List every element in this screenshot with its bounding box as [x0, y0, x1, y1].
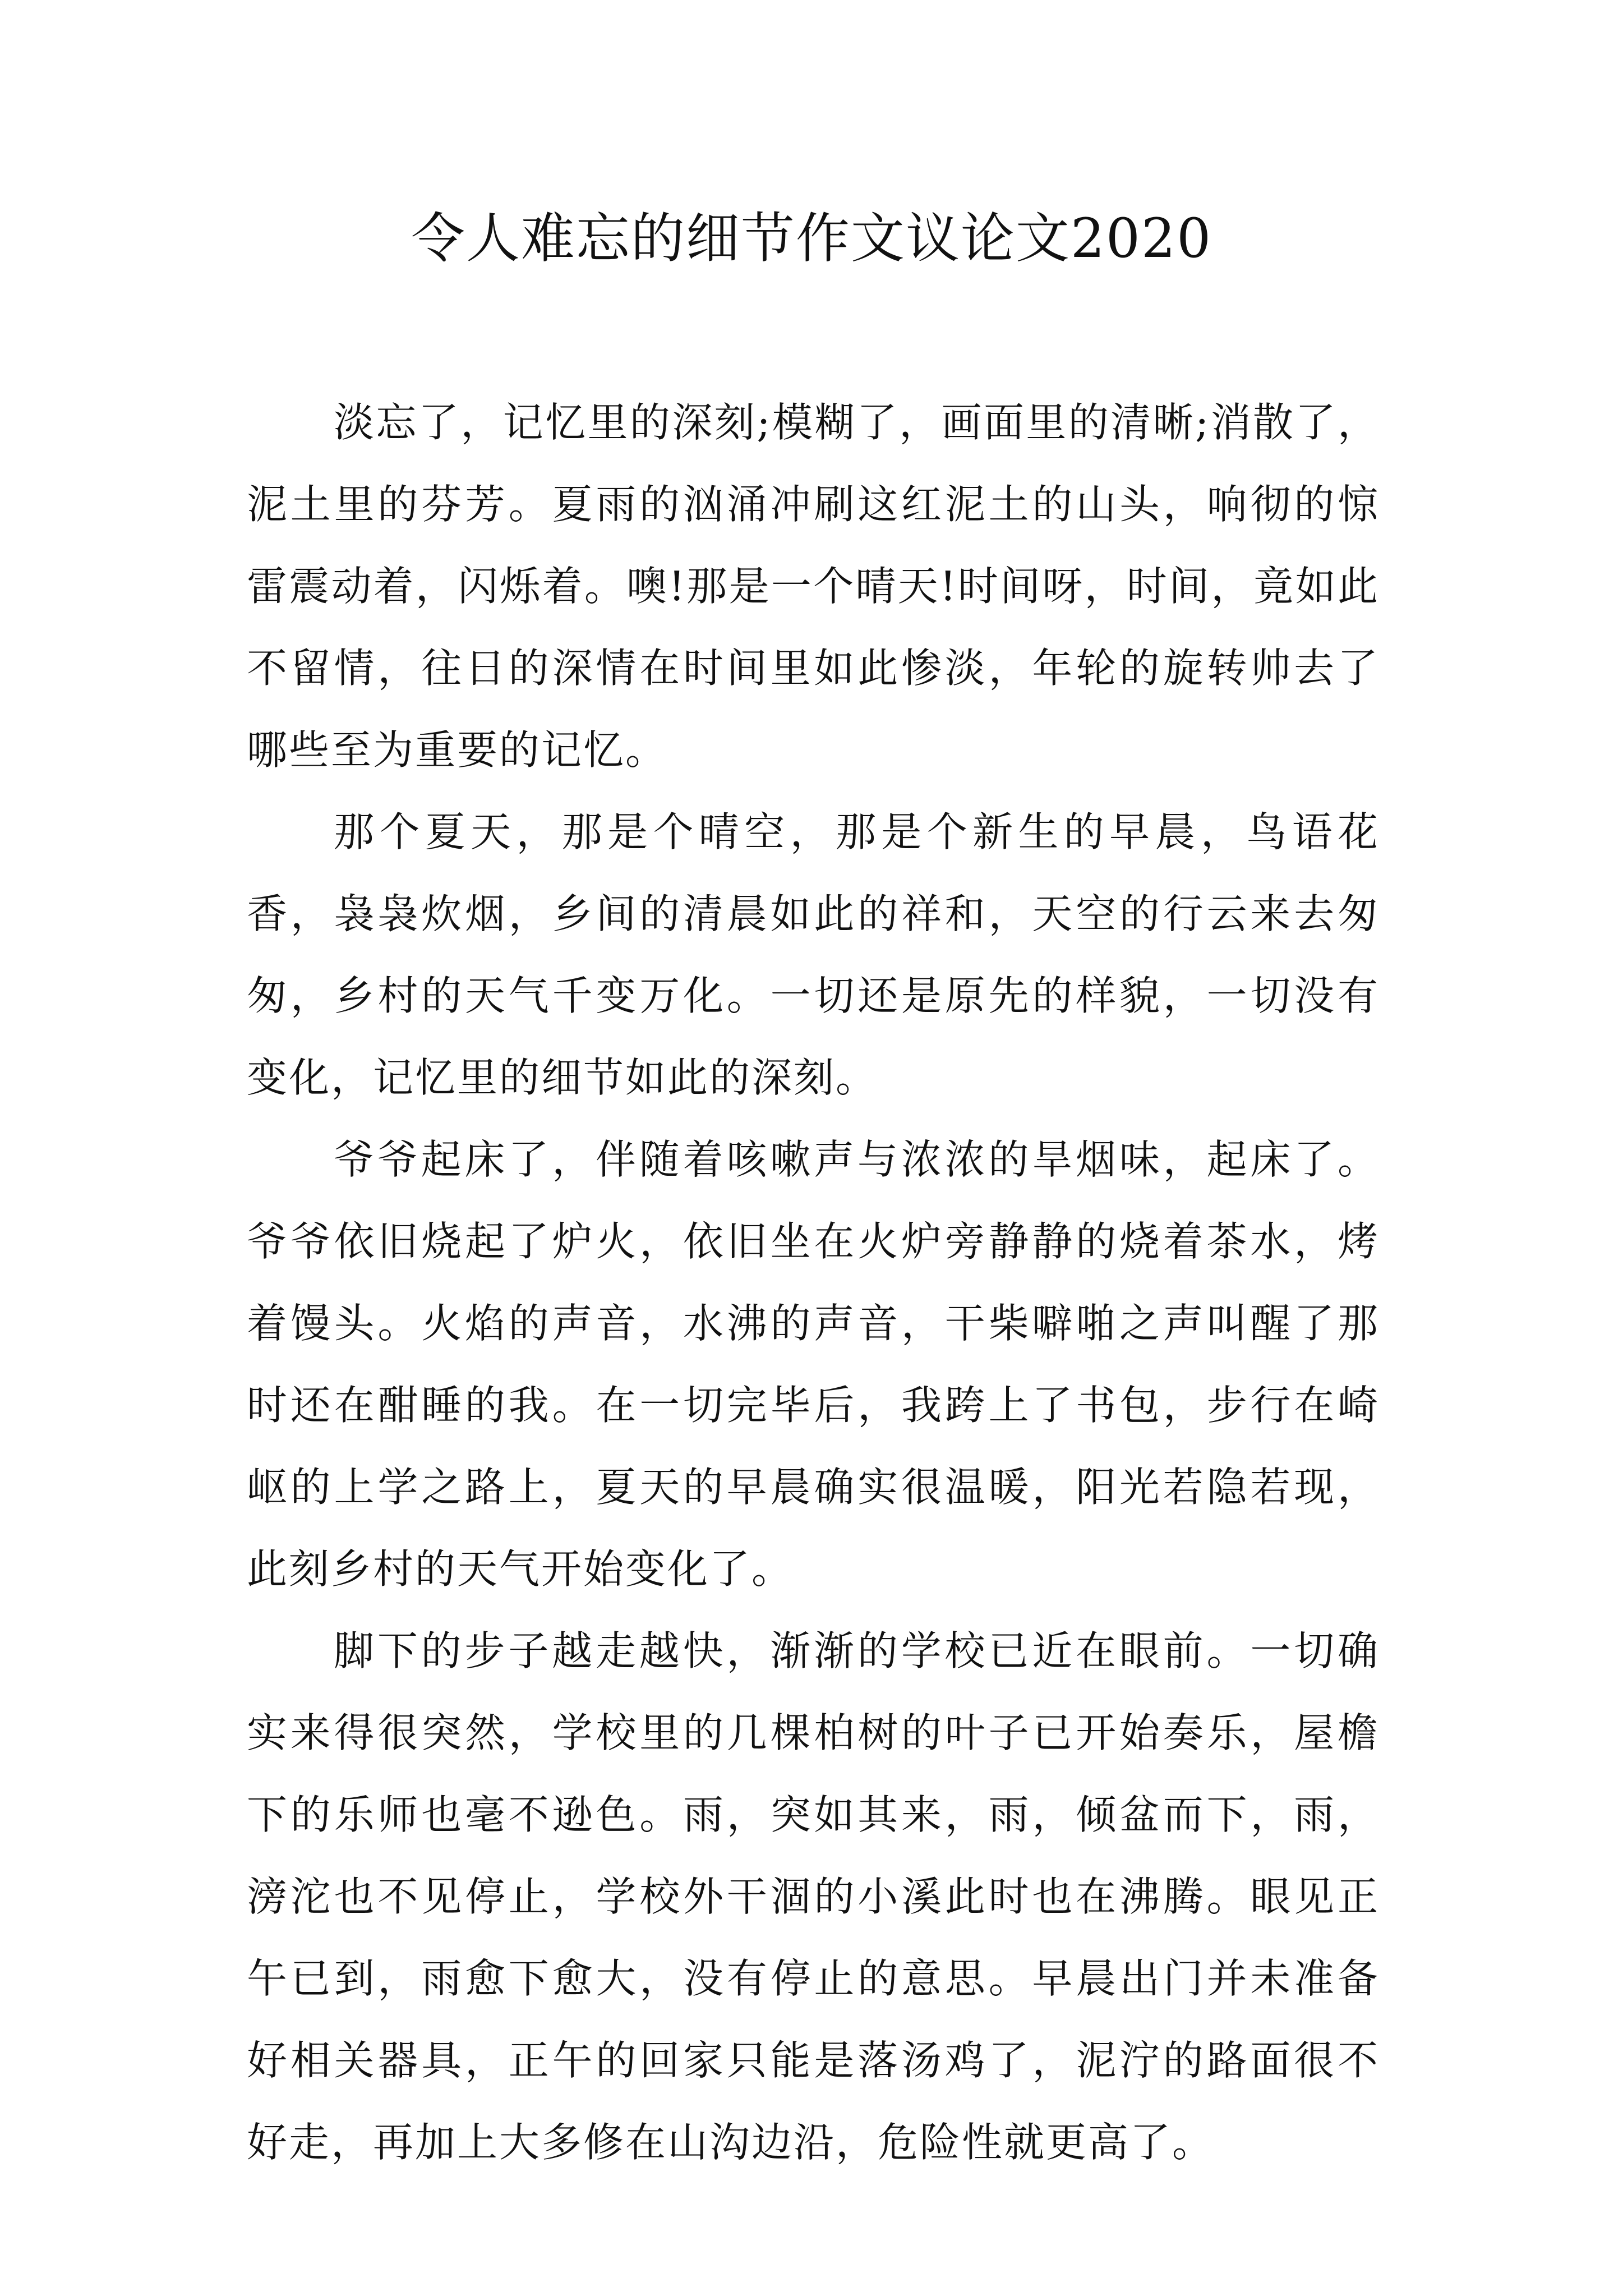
document-body	[247, 381, 1380, 2183]
paragraph: 那个夏天，那是个晴空，那是个新生的早晨，鸟语花香，袅袅炊烟，乡间的清晨如此的祥和，天空的行云来去匆匆，乡村的天气千变万化。一切还是原先的样貌，一切没有变化，记忆里的细节如此的深刻。	[247, 808, 1380, 1101]
paragraph: 脚下的步子越走越快，渐渐的学校已近在眼前。一切确实来得很突然，学校里的几棵柏树的叶子已开始奏乐，屋檐下的乐师也毫不逊色。雨，突如其来，雨，倾盆而下，雨，滂沱也不见停止，学校外干涸的小溪此时也在沸腾。眼见正午已到，雨愈下愈大，没有停止的意思。早晨出门并未准备好相关器具，正午的回家只能是落汤鸡了，泥泞的路面很不好走，再加上大多修在山沟边沿，危险性就更高了。	[247, 1627, 1380, 2166]
paragraph: 淡忘了，记忆里的深刻;模糊了，画面里的清晰;消散了，泥土里的芬芳。夏雨的汹涌冲刷这红泥土的山头，响彻的惊雷震动着，闪烁着。噢!那是一个晴天!时间呀，时间，竟如此不留情，往日的深情在时间里如此惨淡，年轮的旋转帅去了哪些至为重要的记忆。	[247, 399, 1380, 774]
document-title: 令人难忘的细节作文议论文2020	[411, 207, 1212, 270]
paragraph: 爷爷起床了，伴随着咳嗽声与浓浓的旱烟味，起床了。爷爷依旧烧起了炉火，依旧坐在火炉旁静静的烧着茶水，烤着馒头。火焰的声音，水沸的声音，干柴噼啪之声叫醒了那时还在酣睡的我。在一切完毕后，我跨上了书包，步行在崎岖的上学之路上，夏天的早晨确实很温暖，阳光若隐若现，此刻乡村的天气开始变化了。	[247, 1136, 1380, 1593]
